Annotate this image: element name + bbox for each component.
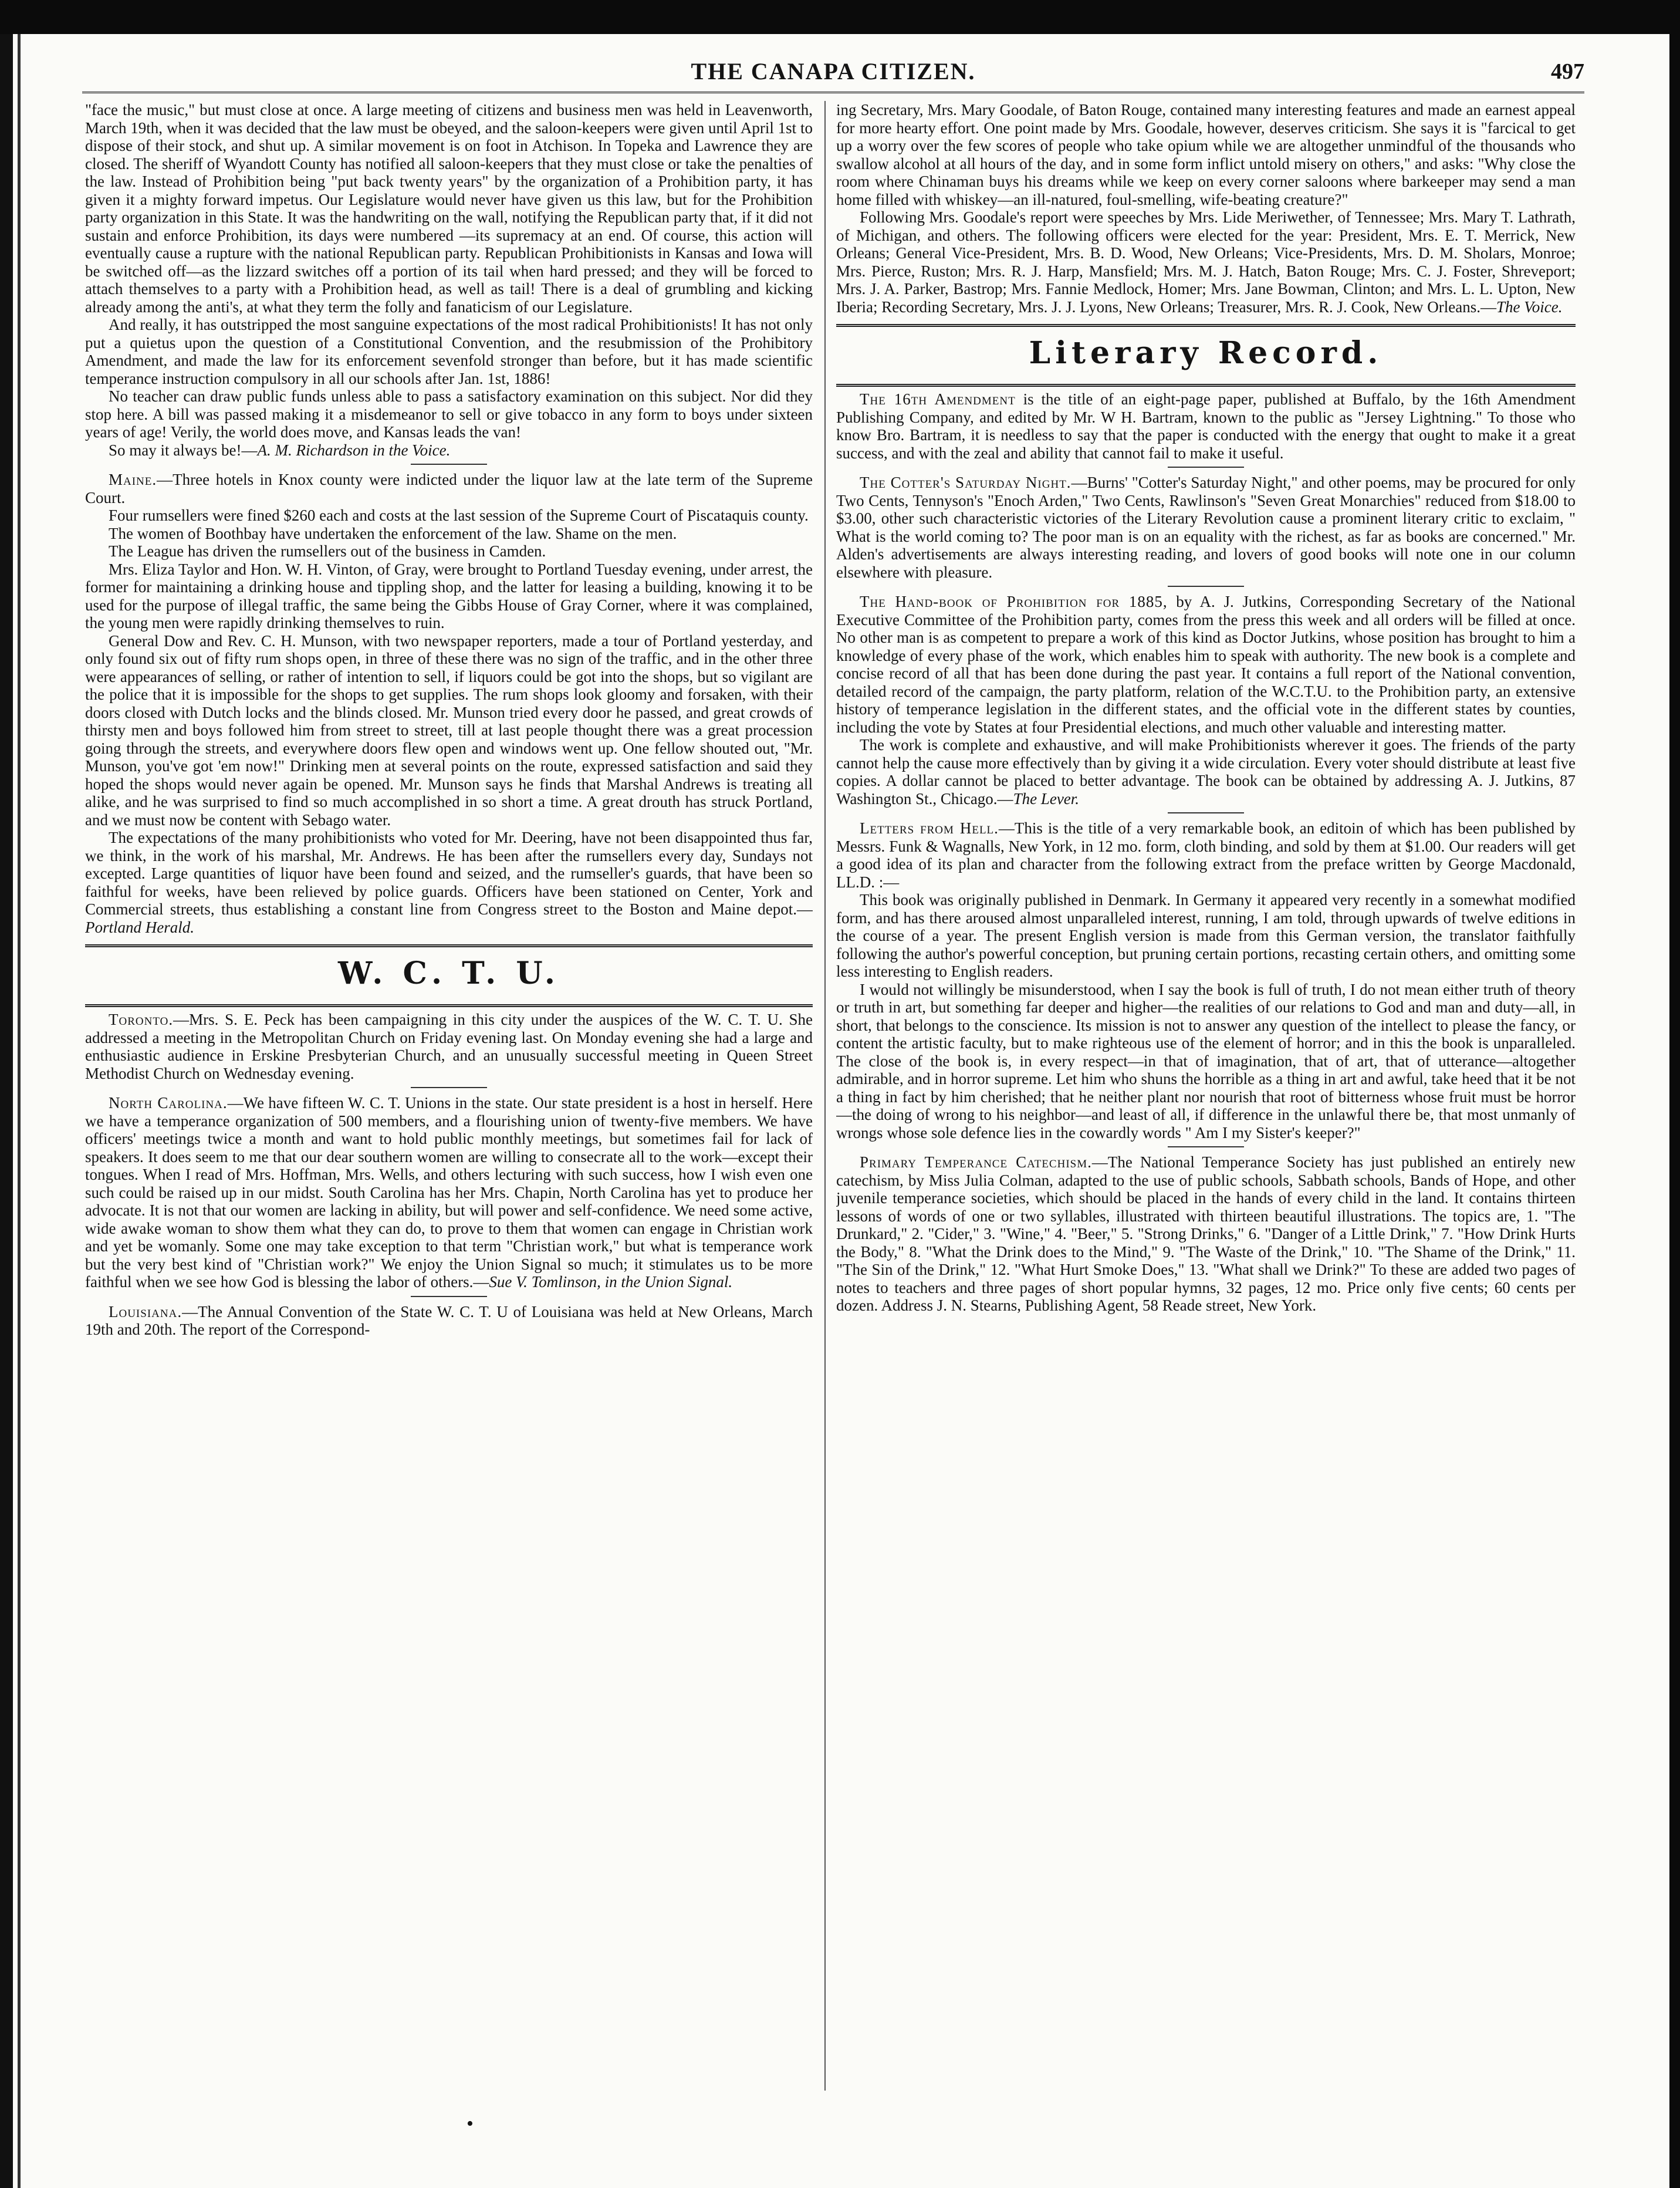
item-lead: Maine.: [109, 471, 157, 488]
item-lead: The Hand-book of Prohibition for 1885,: [860, 593, 1168, 610]
source-credit: Portland Herald.: [85, 918, 194, 936]
review-letters-from-hell: [836, 819, 1576, 891]
divider: [411, 464, 487, 465]
review-cotters-saturday-night: [836, 474, 1576, 581]
source-credit: A. M. Richardson in the Voice.: [257, 441, 451, 459]
right-column: [836, 101, 1576, 2096]
item-text: —The Annual Convention of the State W. C. T. U of Louisiana was held at New Orleans, March 19th and 20th. The report of the Correspond-: [85, 1302, 813, 1338]
review-primary-temperance-catechism: [836, 1153, 1576, 1315]
literary-record-heading: Literary Record.: [1029, 335, 1383, 371]
item-lead: The 16th Amendment: [860, 390, 1016, 408]
page-number: 497: [1551, 59, 1584, 84]
item-text: —The National Temperance Society has just published an entirely new catechism, by Miss Julia Colman, adapted to the use of public schools, Sabbath schools, Bands of Hope, and other juvenile temperance societies, which should be placed in the hands of every child in the land. It contains thirteen lessons of words of one or two syllables, illustrated with thirteen beautiful illustrations. The topics are, 1. "The Drunkard," 2. "Cider," 3. "Wine," 4. "Beer," 5. "Strong Drinks," 6. "Danger of a Little Drink," 7. "How Drink Hurts the Body," 8. "What the Drink does to the Mind," 9. "The Waste of the Drink," 10. "The Shame of the Drink," 11. "The Sin of the Drink," 12. "What Hurt Smoke Does," 13. "What shall we Drink?" To these are added two pages of notes to teachers and three pages of short popular hymns, 32 pages, 12 mo. Price only five cents; 60 cents per dozen. Address J. N. Stearns, Publishing Agent, 58 Reade street, New York.: [836, 1153, 1576, 1314]
maine-paragraph: [85, 829, 813, 936]
item-lead: North Carolina.: [109, 1094, 228, 1112]
item-lead: Louisiana.: [109, 1302, 182, 1321]
masthead: [82, 58, 1584, 90]
item-lead: Letters from Hell.: [860, 819, 999, 837]
masthead-rule: [82, 92, 1584, 93]
source-credit: Sue V. Tomlinson, in the Union Signal.: [489, 1273, 733, 1291]
left-scan-border: [0, 34, 13, 2188]
scan-speck: •: [467, 2113, 474, 2135]
review-handbook-of-prohibition: [836, 736, 1576, 808]
review-handbook-of-prohibition: [836, 593, 1576, 736]
closing-text: So may it always be!—: [109, 441, 258, 459]
section-rule: [836, 384, 1576, 387]
source-credit: The Voice.: [1496, 298, 1563, 316]
item-text: The expectations of the many prohibitionists who voted for Mr. Deering, have not been disappointed thus far, we think, in the work of his marshal, Mr. Andrews. He has been after the rumsellers every day, Sundays not excepted. Large quantities of liquor have been found and seized, and the rumseller's guards, that have been so faithful for weeks, have been relieved by police guards. Officers have been stationed on Center, York and Commercial streets, thus establishing a constant line from Congress street to the Boston and Maine depot.—: [85, 829, 813, 918]
north-carolina-paragraph: [85, 1094, 813, 1291]
toronto-paragraph: [85, 1011, 813, 1082]
item-text: is the title of an eight-page paper, published at Buffalo, by the 16th Amendment Publishing Company, and edited by Mr. W H. Bartram, known to the public as "Jersey Lightning." To those who know Bro. Bartram, it is needless to say that the paper is conducted with the energy that ought to make it a great success, and with the zeal and ability that cannot fail to make it useful.: [836, 390, 1576, 462]
item-text: —This is the title of a very remarkable book, an editoin of which has been published by Messrs. Funk & Wagnalls, New York, in 12 mo. form, cloth binding, and sold by them at $1.00. Our readers will get a good idea of its plan and character from the following extract from the preface written by George Macdonald, LL.D. :—: [836, 819, 1576, 891]
maine-paragraph: General Dow and Rev. C. H. Munson, with two newspaper reporters, made a tour of Portland yesterday, and only found six out of fifty rum shops open, in three of these there was no sign of the traffic, and in the other three were appearances of selling, or rather of intention to sell, if liquors could be got into the shops, but so vigilant are the police that it is impossible for the shops to get supplies. The rum shops look gloomy and forsaken, with their doors closed with Dutch locks and the blinds closed. Mr. Munson tried every door he passed, and great crowds of thirsty men and boys followed him from street to street, till at last people thought there was a great procession going through the streets, and everywhere doors flew open and windows went up. One fellow shouted out, "Mr. Munson, you've got 'em now!" Drinking men at several points on the route, expressed satisfaction and said they hoped the shops would never again be opened. Mr. Munson says he finds that Marshal Andrews is treating all alike, and he was surprised to find so much accomplished in so short a time. A great drouth has struck Portland, and we must now be content with Sebago water.: [85, 632, 813, 829]
item-lead: The Cotter's Saturday Night.: [860, 474, 1071, 491]
wctu-section-heading: W. C. T. U.: [337, 955, 560, 991]
left-scan-border-line: [18, 34, 21, 2188]
kansas-closing: [85, 441, 813, 460]
maine-paragraph: The League has driven the rumsellers out of the business in Camden.: [109, 542, 546, 560]
review-sixteenth-amendment: [836, 390, 1576, 462]
divider: [1168, 467, 1244, 468]
column-divider: [824, 101, 826, 2091]
kansas-paragraph: And really, it has outstripped the most sanguine expectations of the most radical Prohibitionists! It has not only put a quietus upon the question of a Constitutional Convention, and the resubmission of the Prohibitory Amendment, and made the law for its enforcement sevenfold stronger than before, but it has made scientific temperance instruction compulsory in all our schools after Jan. 1st, 1886!: [85, 316, 813, 387]
section-rule: [85, 944, 813, 947]
maine-paragraph: Four rumsellers were fined $260 each and costs at the last session of the Supreme Court of Piscataquis county.: [109, 507, 809, 524]
item-text: —Mrs. S. E. Peck has been campaigning in this city under the auspices of the W. C. T. U. She addressed a meeting in the Metropolitan Church on Friday evening last. On Monday evening she had a large and enthusiastic audience in Erskine Presbyterian Church, and an unusually successful meeting in Queen Street Methodist Church on Wednesday evening.: [85, 1011, 813, 1082]
item-text: —We have fifteen W. C. T. Unions in the state. Our state president is a host in herself. Here we have a temperance organization of 500 members, and a flourishing union of twenty-five members. We have officers' meetings twice a month and want to hold public monthly meetings, but sometimes fail for lack of speakers. It does seem to me that our dear southern women are willing to consecrate all to the work—except their tongues. When I read of Mrs. Hoffman, Mrs. Wells, and others lecturing with such success, how I wish even one such could be raised up in our midst. South Carolina has her Mrs. Chapin, North Carolina has yet to produce her advocate. It is not that our women are lacking in ability, but will power and self-confidence. We need some active, wide awake woman to show them what they can do, to prove to them that women can engage in Christian work and yet be womanly. Some one may take exception to that term "Christian work," but what is temperance work but the very best kind of "Christian work?" We enjoy the Union Signal so much; it stimulates us to be more faithful when we see how God is blessing the labor of others.—: [85, 1094, 813, 1291]
review-letters-from-hell: This book was originally published in Denmark. In Germany it appeared very recently in a somewhat modified form, and has there aroused almost unparalleled interest, running, I am told, through upwards of twelve editions in the course of a year. The present English version is made from this German version, the translator faithfully following the author's powerful conception, but pruning certain portions, recasting certain others, and omitting some less interesting to English readers.: [836, 891, 1576, 980]
item-text: The work is complete and exhaustive, and will make Prohibitionists wherever it goes. The friends of the party cannot help the cause more effectively than by giving it a wide circulation. Every voter should distribute at least five copies. A dollar cannot be placed to better advantage. The book can be obtained by addressing A. J. Jutkins, 87 Washington St., Chicago.—: [836, 736, 1576, 808]
item-text: —Burns' "Cotter's Saturday Night," and other poems, may be procured for only Two Cents, Tennyson's "Enoch Arden," Two Cents, Rawlinson's "Seven Great Monarchies" reduced from $18.00 to $3.00, other such characteristic victories of the Literary Revolution cause a prominent literary critic to exclaim, " What is the world coming to? The poor man is on an equality with the richest, as far as books are concerned." Mr. Alden's advertisements are always interesting reading, and lovers of good books will note one in our column elsewhere with pleasure.: [836, 474, 1576, 581]
item-text: by A. J. Jutkins, Corresponding Secretary of the National Executive Committee of the Prohibition party, comes from the press this week and all orders will be filled at once. No other man is as competent to prepare a work of this kind as Doctor Jutkins, whose position has brought to him a knowledge of every phase of the work, which enables him to speak with authority. The new book is a complete and concise record of all that has been done during the past year. It contains a full report of the National convention, detailed record of the campaign, the party platform, relation of the W.C.T.U. to the Prohibition party, an extensive history of temperance legislation in the different states, and the official vote in the different states by counties, including the vote by States at four Presidential elections, and much other valuable and interesting matter.: [836, 593, 1576, 736]
divider: [1168, 586, 1244, 587]
maine-paragraph: Mrs. Eliza Taylor and Hon. W. H. Vinton, of Gray, were brought to Portland Tuesday evening, under arrest, the former for maintaining a drinking house and tippling shop, and the latter for leasing a building, knowing it to be used for the purpose of illegal traffic, the same being the Gibbs House of Gray Corner, where it was complained, the young men were rapidly drinking themselves to ruin.: [85, 560, 813, 632]
divider: [1168, 1146, 1244, 1147]
kansas-paragraph: No teacher can draw public funds unless able to pass a satisfactory examination on this subject. Nor did they stop here. A bill was passed making it a misdemeanor to sell or give tobacco in any form to boys under sixteen years of age! Verily, the world does move, and Kansas leads the van!: [85, 387, 813, 441]
section-rule: [836, 324, 1576, 327]
left-column: [85, 101, 813, 2096]
item-lead: Primary Temperance Catechism.: [860, 1153, 1092, 1171]
item-text: Following Mrs. Goodale's report were speeches by Mrs. Lide Meriwether, of Tennessee; Mrs. Mary T. Lathrath, of Michigan, and others. The following officers were elected for the year: President, Mrs. E. T. Merrick, New Orleans; General Vice-President, Mrs. B. D. Wood, New Orleans; Vice-Presidents, Mrs. D. M. Sholars, Monroe; Mrs. Pierce, Ruston; Mrs. R. J. Harp, Mansfield; Mrs. M. J. Hatch, Baton Rouge; Mrs. C. J. Foster, Shreveport; Mrs. J. A. Parker, Bastrop; Mrs. Fannie Medlock, Homer; Mrs. Jane Bowman, Clinton; and Mrs. L. L. Upton, New Iberia; Recording Secretary, Mrs. J. J. Lyons, New Orleans; Treasurer, Mrs. R. J. Cook, New Orleans.—: [836, 208, 1576, 316]
divider: [411, 1296, 487, 1297]
top-scan-border: [0, 0, 1680, 34]
divider: [1168, 812, 1244, 813]
maine-paragraph: [85, 471, 813, 507]
item-lead: Toronto.: [109, 1011, 174, 1028]
louisiana-paragraph: [85, 1303, 813, 1339]
maine-paragraph: The women of Boothbay have undertaken the enforcement of the law. Shame on the men.: [109, 524, 677, 542]
item-text: —Three hotels in Knox county were indicted under the liquor law at the late term of the Supreme Court.: [85, 471, 813, 507]
section-rule: [85, 1004, 813, 1007]
kansas-paragraph: "face the music," but must close at once. A large meeting of citizens and business men was held in Leavenworth, March 19th, when it was decided that the law must be obeyed, and the saloon-keepers were given until April 1st to dispose of their stock, and shut up. A similar movement is on foot in Atchison. In Topeka and Lawrence they are closed. The sheriff of Wyandott County has notified all saloon-keepers that they must close or take the penalties of the law. Instead of Prohibition being "put back twenty years" by the organization of a Prohibition party, it has given it a mighty forward impetus. Our Legislature would never have given us this law, but for the Prohibition party organization in this State. It was the handwriting on the wall, notifying the Republican party that, if it did not sustain and enforce Prohibition, its days were numbered —its supremacy at an end. Of course, this action will eventually cause a rupture with the national Republican party. Republican Prohibitionists in Kansas and Iowa will be switched off—as the lizzard switches off a portion of its tail when hard pressed; and they will be forced to attach themselves to a party with a Prohibition head, as well as tail! There is a deal of grumbling and kicking already among the anti's, at what they term the folly and fanaticism of our Legislature.: [85, 101, 813, 316]
right-scan-border: [1669, 0, 1680, 2188]
louisiana-continued: ing Secretary, Mrs. Mary Goodale, of Baton Rouge, contained many interesting features and made an earnest appeal for more hearty effort. One point made by Mrs. Goodale, however, deserves criticism. She says it is "farcical to get up a worry over the few scores of people who take opium while we are altogether unmindful of the thousands who swallow alcohol at all hours of the day, and in some form inflict untold misery on others," and asks: "Why close the room where Chinaman buys his dreams while we keep on every corner saloons where barkeeper may send a man home filled with whiskey—an ill-natured, foul-smelling, wife-beating creature?": [836, 101, 1576, 208]
divider: [411, 1087, 487, 1088]
review-letters-from-hell: I would not willingly be misunderstood, when I say the book is full of truth, I do not mean either truth of theory or truth in art, but something far deeper and higher—the realities of our relations to God and man and duty—all, in short, that belongs to the conscience. Its mission is not to answer any question of the intellect to please the fancy, or content the artistic faculty, but to make righteous use of the element of horror; and in this the book is unparalleled. The close of the book is, in every respect—in that of imagination, that of art, that of utterance—altogether admirable, and in horror supreme. Let him who shuns the horrible as a thing in art and awful, take heed that it be not a thing in fact by him cherished; that he neither plant nor nourish that root of bitterness whose fruit must be horror—the doing of wrong to his neighbor—and least of all, if difference in the unlawful there be, that most unmanly of wrongs whose sole defence lies in the cowardly words " Am I my Sister's keeper?": [836, 980, 1576, 1142]
paper-title: THE CANAPA CITIZEN.: [691, 58, 976, 85]
louisiana-officers: [836, 208, 1576, 316]
source-credit: The Lever.: [1013, 789, 1080, 808]
